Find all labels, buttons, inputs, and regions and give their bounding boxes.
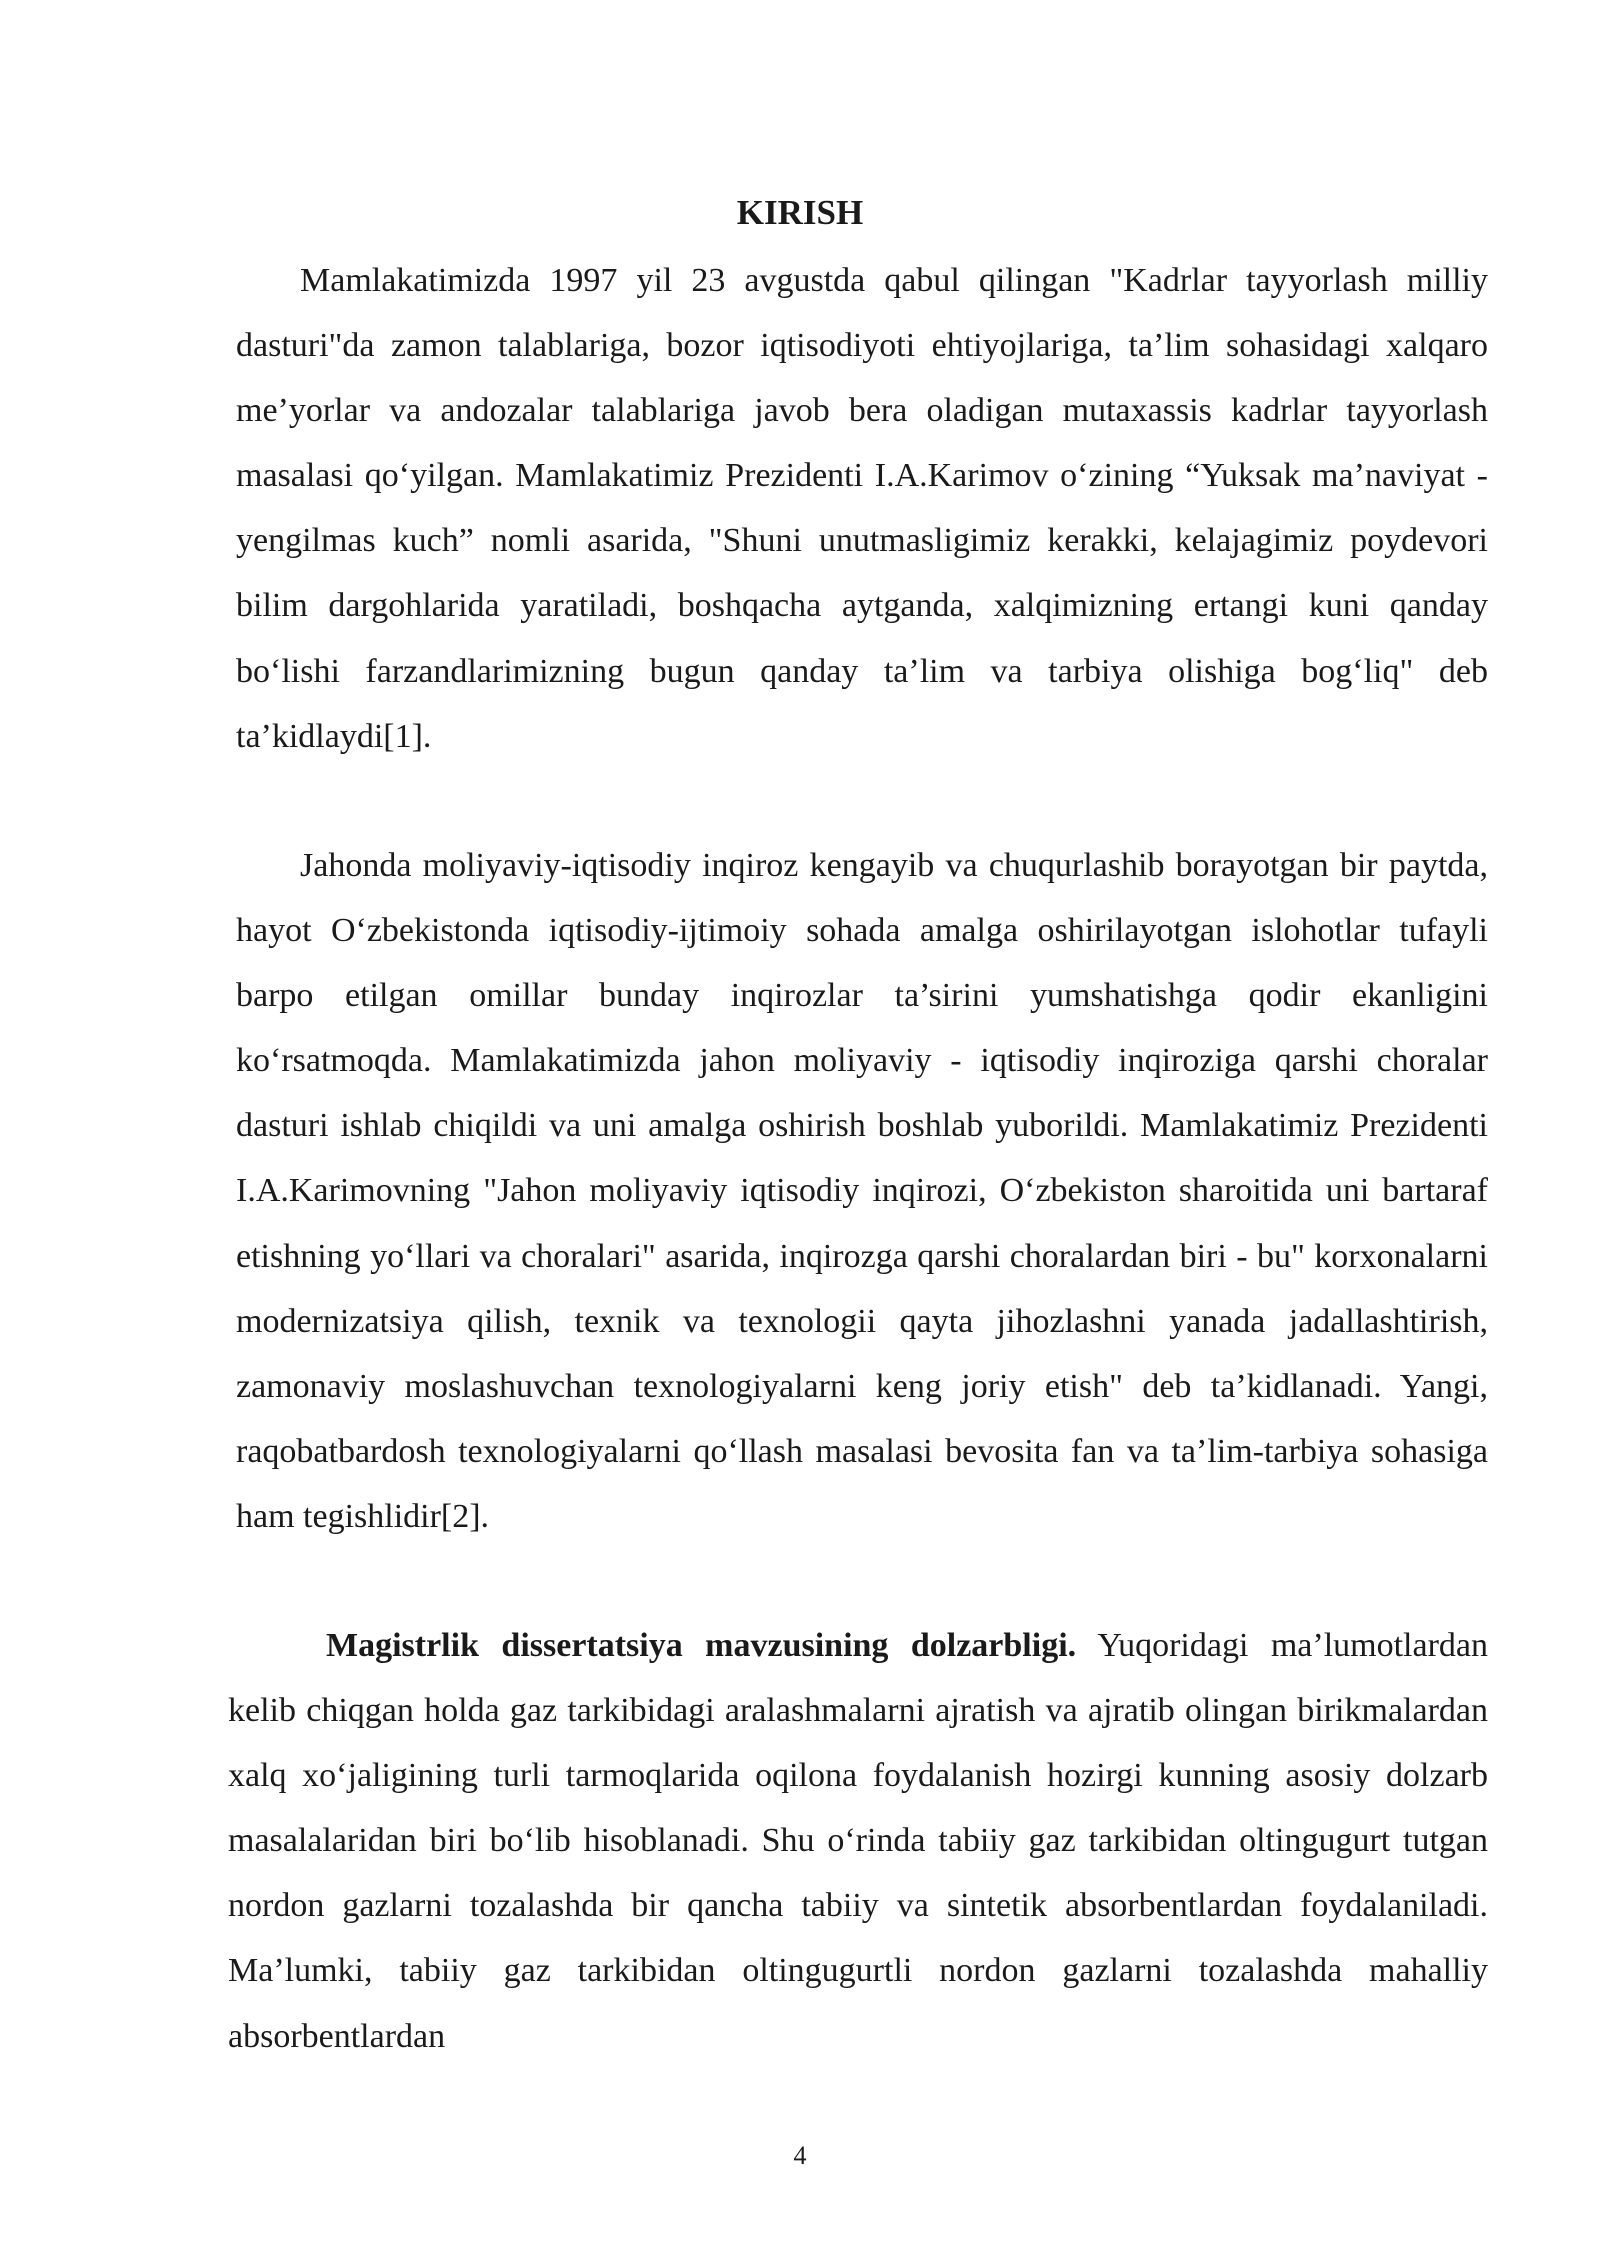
paragraph-crisis: Jahonda moliyaviy-iqtisodiy inqiroz kengayib va chuqurlashib borayotgan bir paytda, hayot O‘zbekistonda iqtisodiy-ijtimoiy sohada amalga oshirilayotgan islohotlar tufayli barpo etilgan omillar bunday inqirozlar ta’sirini yumshatishga qodir ekanligini ko‘rsatmoqda. Mamlakatimizda jahon moliyaviy - iqtisodiy inqiroziga qarshi choralar dasturi ishlab chiqildi va uni amalga oshirish boshlab yuborildi. Mamlakatimiz Prezidenti I.A.Karimovning "Jahon moliyaviy iqtisodiy inqirozi, O‘zbekiston sharoitida uni bartaraf etishning yo‘llari va choralari" asarida, inqirozga qarshi choralardan biri - bu" korxonalarni modernizatsiya qilish, texnik va texnologii qayta jihozlashni yanada jadallashtirish, zamonaviy moslashuvchan texnologiyalarni keng joriy etish" deb ta’kidlanadi. Yangi, raqobatbardosh texnologiyalarni qo‘llash masalasi bevosita fan va ta’lim-tarbiya sohasiga ham tegishlidir[2]. bbox=[236, 847, 1488, 1535]
paragraph-intro: Mamlakatimizda 1997 yil 23 avgustda qabul qilingan "Kadrlar tayyorlash milliy dasturi"da zamon talablariga, bozor iqtisodiyoti ehtiyojlariga, ta’lim sohasidagi xalqaro me’yorlar va andozalar talablariga javob bera oladigan mutaxassis kadrlar tayyorlash masalasi qo‘yilgan. Mamlakatimiz Prezidenti I.A.Karimov o‘zining “Yuksak ma’naviyat - yengilmas kuch” nomli asarida, "Shuni unutmasligimiz kerakki, kelajagimiz poydevori bilim dargohlarida yaratiladi, boshqacha aytganda, xalqimizning ertangi kuni qanday bo‘lishi farzandlarimizning bugun qanday ta’lim va tarbiya olishiga bog‘liq" deb ta’kidlaydi[1]. bbox=[236, 262, 1488, 755]
relevance-body-text: Yuqoridagi ma’lumotlardan kelib chiqgan holda gaz tarkibidagi aralashmalarni ajratish va ajratib olingan birikmalardan xalq xo‘jaligining turli tarmoqlarida oqilona foydalanish hozirgi kunning asosiy dolzarb masalalaridan biri bo‘lib hisoblanadi. Shu o‘rinda tabiiy gaz tarkibidan oltingugurt tutgan nordon gazlarni tozalashda bir qancha tabiiy va sintetik absorbentlardan foydalaniladi. Ma’lumki, tabiiy gaz tarkibidan oltingugurtli nordon gazlarni tozalashda mahalliy absorbentlardan bbox=[228, 1627, 1488, 2055]
paragraph-relevance bbox=[228, 1613, 1488, 2069]
page-number: 4 bbox=[793, 2141, 807, 2170]
relevance-lead-text: Magistrlik dissertatsiya mavzusining dolzarbligi. bbox=[326, 1627, 1077, 1664]
section-heading: KIRISH bbox=[736, 193, 864, 232]
